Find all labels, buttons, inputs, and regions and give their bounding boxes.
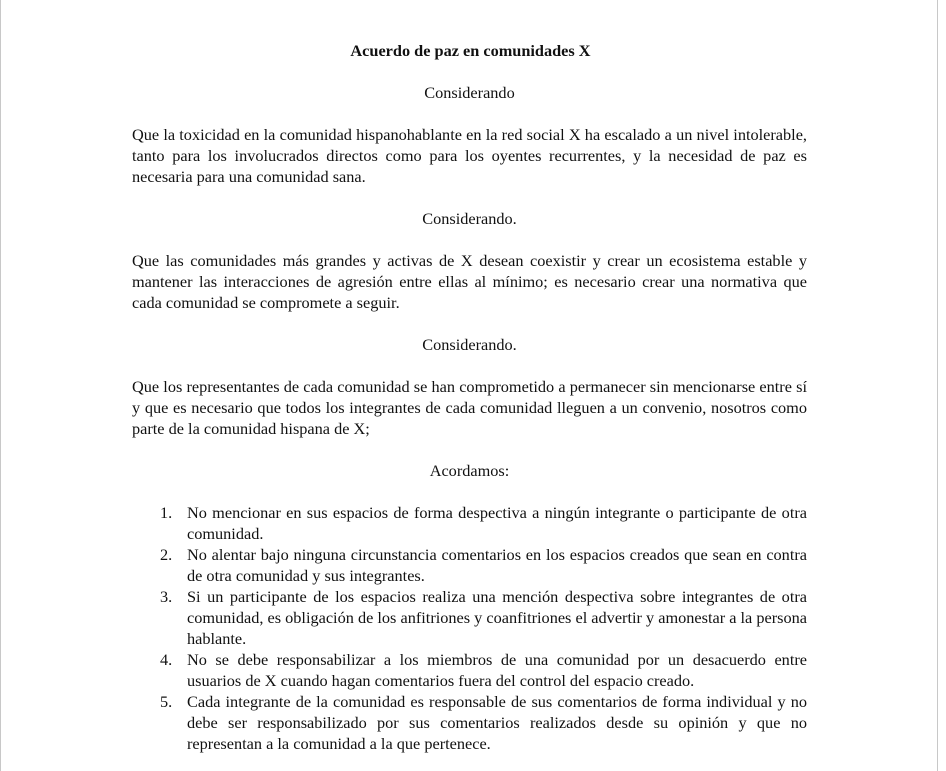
section-paragraph: Que la toxicidad en la comunidad hispanohablante en la red social X ha escalado a un nivel intolerable, tanto para los involucrados directos como para los oyentes recurrentes, y la necesidad de paz es necesaria para una comunidad sana.: [132, 125, 807, 186]
section-paragraph: Que las comunidades más grandes y activas de X desean coexistir y crear un ecosistema estable y mantener las interacciones de agresión entre ellas al mínimo; es necesario crear una normativa que cada comunidad se compromete a seguir.: [132, 251, 807, 312]
agreement-number: 4.: [160, 650, 173, 669]
agreement-text: No mencionar en sus espacios de forma despectiva a ningún integrante o participante de otra comunidad.: [187, 503, 807, 543]
agreement-item: [160, 502, 807, 544]
agreement-item: [160, 649, 807, 691]
document-body: [132, 40, 807, 754]
agreements-heading: Acordamos:: [429, 461, 510, 480]
document-title: Acuerdo de paz en comunidades X: [350, 41, 591, 60]
section-heading: Considerando: [424, 83, 515, 102]
section-paragraph: Que los representantes de cada comunidad se han comprometido a permanecer sin mencionarse entre sí y que es necesario que todos los integrantes de cada comunidad lleguen a un convenio, nosotros como parte de la comunidad hispana de X;: [132, 377, 807, 438]
agreement-number: 3.: [160, 587, 173, 606]
agreement-text: No alentar bajo ninguna circunstancia comentarios en los espacios creados que sean en contra de otra comunidad y sus integrantes.: [187, 545, 807, 585]
agreement-item: [160, 544, 807, 586]
agreement-number: 2.: [160, 545, 173, 564]
agreements-list: [132, 502, 807, 754]
agreement-number: 1.: [160, 503, 173, 522]
agreement-text: Cada integrante de la comunidad es responsable de sus comentarios de forma individual y no debe ser responsabilizado por sus comentarios realizados desde su opinión y que no representan a la comunidad a la que pertenece.: [187, 692, 807, 753]
agreement-text: No se debe responsabilizar a los miembros de una comunidad por un desacuerdo entre usuarios de X cuando hagan comentarios fuera del control del espacio creado.: [187, 650, 807, 690]
section-heading: Considerando.: [422, 209, 517, 228]
agreement-item: [160, 691, 807, 754]
agreement-text: Si un participante de los espacios realiza una mención despectiva sobre integrantes de otra comunidad, es obligación de los anfitriones y coanfitriones el advertir y amonestar a la persona hablante.: [187, 587, 807, 648]
section-heading: Considerando.: [422, 335, 517, 354]
agreement-item: [160, 586, 807, 649]
agreement-number: 5.: [160, 692, 173, 711]
